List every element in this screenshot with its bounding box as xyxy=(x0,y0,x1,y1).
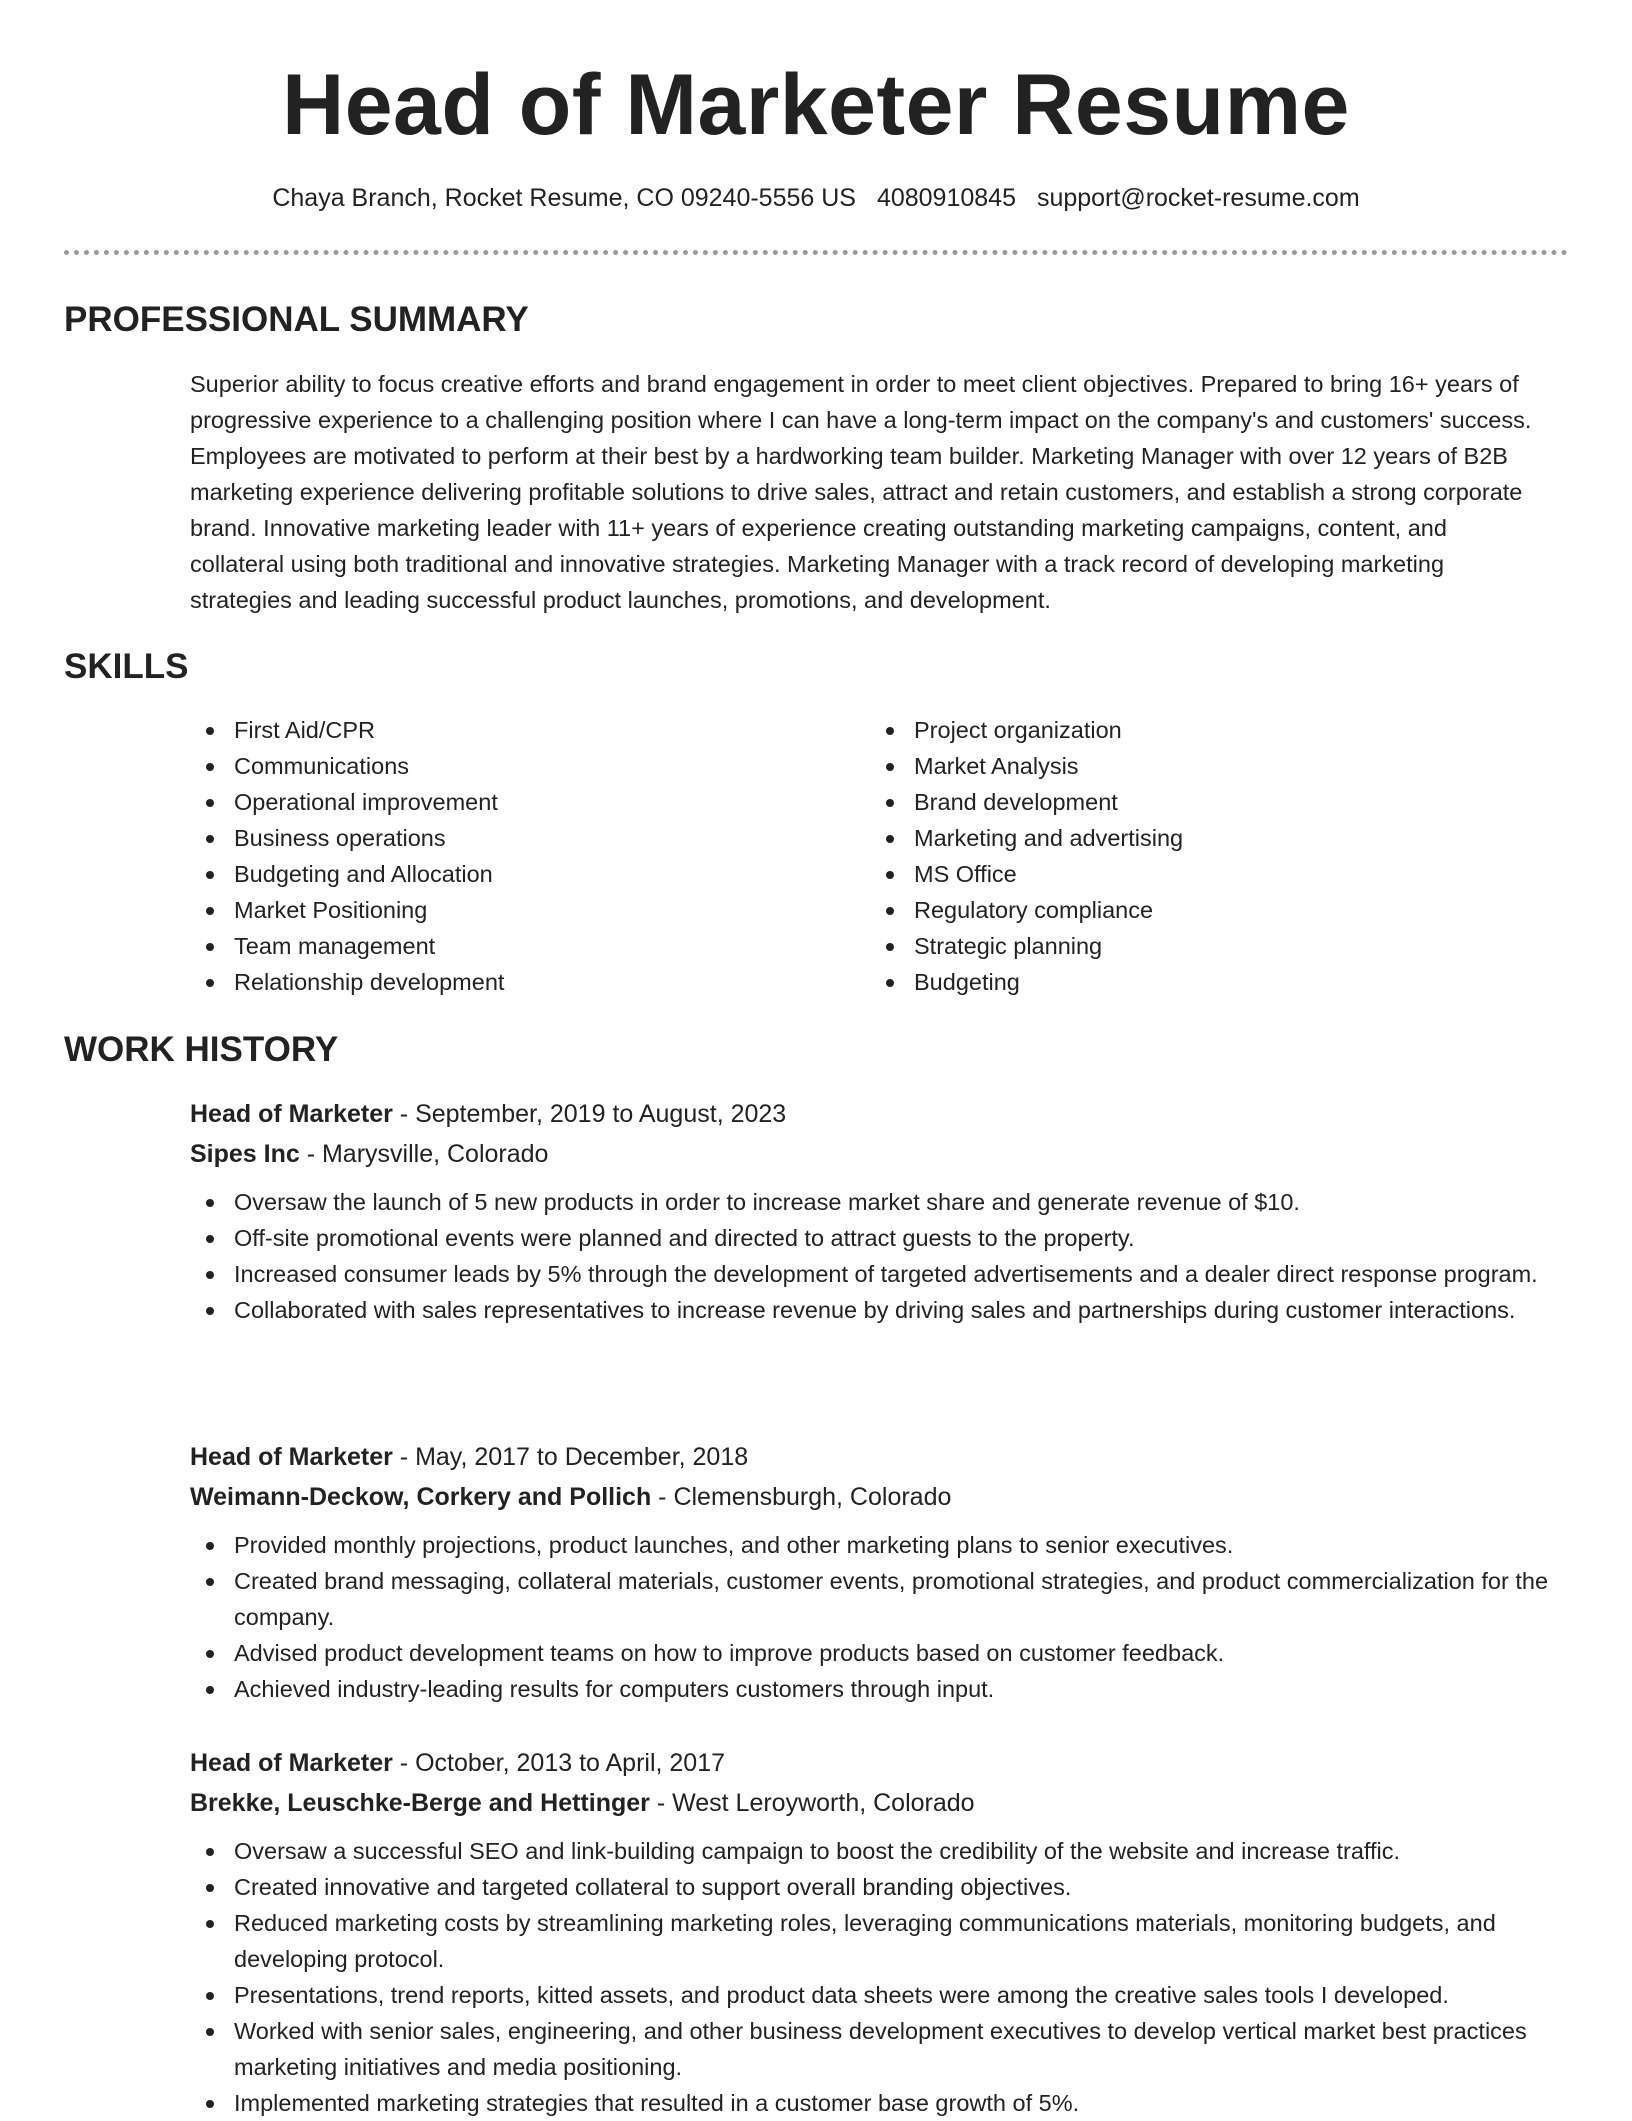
skill-item: Budgeting and Allocation xyxy=(190,856,870,892)
job-location: - Marysville, Colorado xyxy=(299,1140,549,1168)
skill-item: Market Positioning xyxy=(190,892,870,928)
skill-item: Budgeting xyxy=(870,964,1550,1000)
header-divider xyxy=(64,250,1568,255)
job-bullet: Presentations, trend reports, kitted assets, and product data sheets were among the creative sales tools I developed. xyxy=(190,1977,1570,2013)
job-dates: - May, 2017 to December, 2018 xyxy=(392,1443,749,1471)
job-bullet: Advised product development teams on how to improve products based on customer feedback. xyxy=(190,1635,1570,1671)
contact-phone: 4080910845 xyxy=(876,184,1016,212)
job-bullet: Provided monthly projections, product launches, and other marketing plans to senior executives. xyxy=(190,1527,1570,1563)
skill-item: First Aid/CPR xyxy=(190,712,870,748)
resume-title: Head of Marketer Resume xyxy=(282,57,1350,153)
skill-item: Business operations xyxy=(190,820,870,856)
job-entry xyxy=(190,1743,1570,2121)
skill-item: Operational improvement xyxy=(190,784,870,820)
skill-item: MS Office xyxy=(870,856,1550,892)
job-title-line xyxy=(190,1743,1570,1783)
job-company-line xyxy=(190,1134,1570,1174)
job-role: Head of Marketer xyxy=(190,1443,393,1471)
job-company: Weimann-Deckow, Corkery and Pollich xyxy=(190,1483,652,1511)
skill-item: Regulatory compliance xyxy=(870,892,1550,928)
job-bullet: Created brand messaging, collateral materials, customer events, promotional strategies, and product commercialization for the company. xyxy=(190,1563,1570,1635)
skills-list xyxy=(190,712,1570,1000)
section-title-summary: PROFESSIONAL SUMMARY xyxy=(64,300,529,339)
job-bullet: Implemented marketing strategies that resulted in a customer base growth of 5%. xyxy=(190,2085,1570,2121)
contact-line xyxy=(0,180,1632,216)
job-company-line xyxy=(190,1783,1570,1823)
section-title-skills: SKILLS xyxy=(64,647,189,686)
job-location: - Clemensburgh, Colorado xyxy=(651,1483,952,1511)
job-bullets xyxy=(190,1833,1570,2121)
job-entry xyxy=(190,1094,1570,1328)
job-company: Sipes Inc xyxy=(190,1140,300,1168)
skill-item: Communications xyxy=(190,748,870,784)
section-title-work-history: WORK HISTORY xyxy=(64,1030,339,1069)
contact-email: support@rocket-resume.com xyxy=(1036,184,1360,212)
skill-item: Brand development xyxy=(870,784,1550,820)
job-role: Head of Marketer xyxy=(190,1749,393,1777)
job-company: Brekke, Leuschke-Berge and Hettinger xyxy=(190,1789,650,1817)
skill-item: Team management xyxy=(190,928,870,964)
skill-item: Marketing and advertising xyxy=(870,820,1550,856)
job-bullet: Created innovative and targeted collateral to support overall branding objectives. xyxy=(190,1869,1570,1905)
job-bullet: Achieved industry-leading results for computers customers through input. xyxy=(190,1671,1570,1707)
skills-column-left xyxy=(190,712,870,1000)
contact-address: Chaya Branch, Rocket Resume, CO 09240-5556 US xyxy=(272,184,856,212)
job-bullets xyxy=(190,1527,1570,1707)
job-title-line xyxy=(190,1437,1570,1477)
skills-column-right xyxy=(870,712,1550,1000)
job-bullet: Oversaw the launch of 5 new products in order to increase market share and generate revenue of $10. xyxy=(190,1184,1570,1220)
job-bullet: Worked with senior sales, engineering, and other business development executives to develop vertical market best practices marketing initiatives and media positioning. xyxy=(190,2013,1570,2085)
job-company-line xyxy=(190,1477,1570,1517)
job-bullet: Off-site promotional events were planned and directed to attract guests to the property. xyxy=(190,1220,1570,1256)
job-location: - West Leroyworth, Colorado xyxy=(649,1789,975,1817)
job-bullet: Collaborated with sales representatives to increase revenue by driving sales and partnerships during customer interactions. xyxy=(190,1292,1570,1328)
job-bullet: Oversaw a successful SEO and link-building campaign to boost the credibility of the website and increase traffic. xyxy=(190,1833,1570,1869)
job-bullets xyxy=(190,1184,1570,1328)
skill-item: Strategic planning xyxy=(870,928,1550,964)
job-dates: - September, 2019 to August, 2023 xyxy=(392,1100,787,1128)
job-role: Head of Marketer xyxy=(190,1100,393,1128)
job-bullet: Reduced marketing costs by streamlining marketing roles, leveraging communications materials, monitoring budgets, and developing protocol. xyxy=(190,1905,1570,1977)
skill-item: Market Analysis xyxy=(870,748,1550,784)
job-title-line xyxy=(190,1094,1570,1134)
job-dates: - October, 2013 to April, 2017 xyxy=(392,1749,726,1777)
summary-text: Superior ability to focus creative efforts and brand engagement in order to meet client objectives. Prepared to bring 16+ years of progressive experience to a challenging position where I can have a long-term impact on the company's and customers' success. Employees are motivated to perform at their best by a hardworking team builder. Marketing Manager with over 12 years of B2B marketing experience delivering profitable solutions to drive sales, attract and retain customers, and establish a strong corporate brand. Innovative marketing leader with 11+ years of experience creating outstanding marketing campaigns, content, and collateral using both traditional and innovative strategies. Marketing Manager with a track record of developing marketing strategies and leading successful product launches, promotions, and development. xyxy=(190,371,1532,613)
job-bullet: Increased consumer leads by 5% through the development of targeted advertisements and a dealer direct response program. xyxy=(190,1256,1570,1292)
job-entry xyxy=(190,1437,1570,1707)
skill-item: Project organization xyxy=(870,712,1550,748)
skill-item: Relationship development xyxy=(190,964,870,1000)
